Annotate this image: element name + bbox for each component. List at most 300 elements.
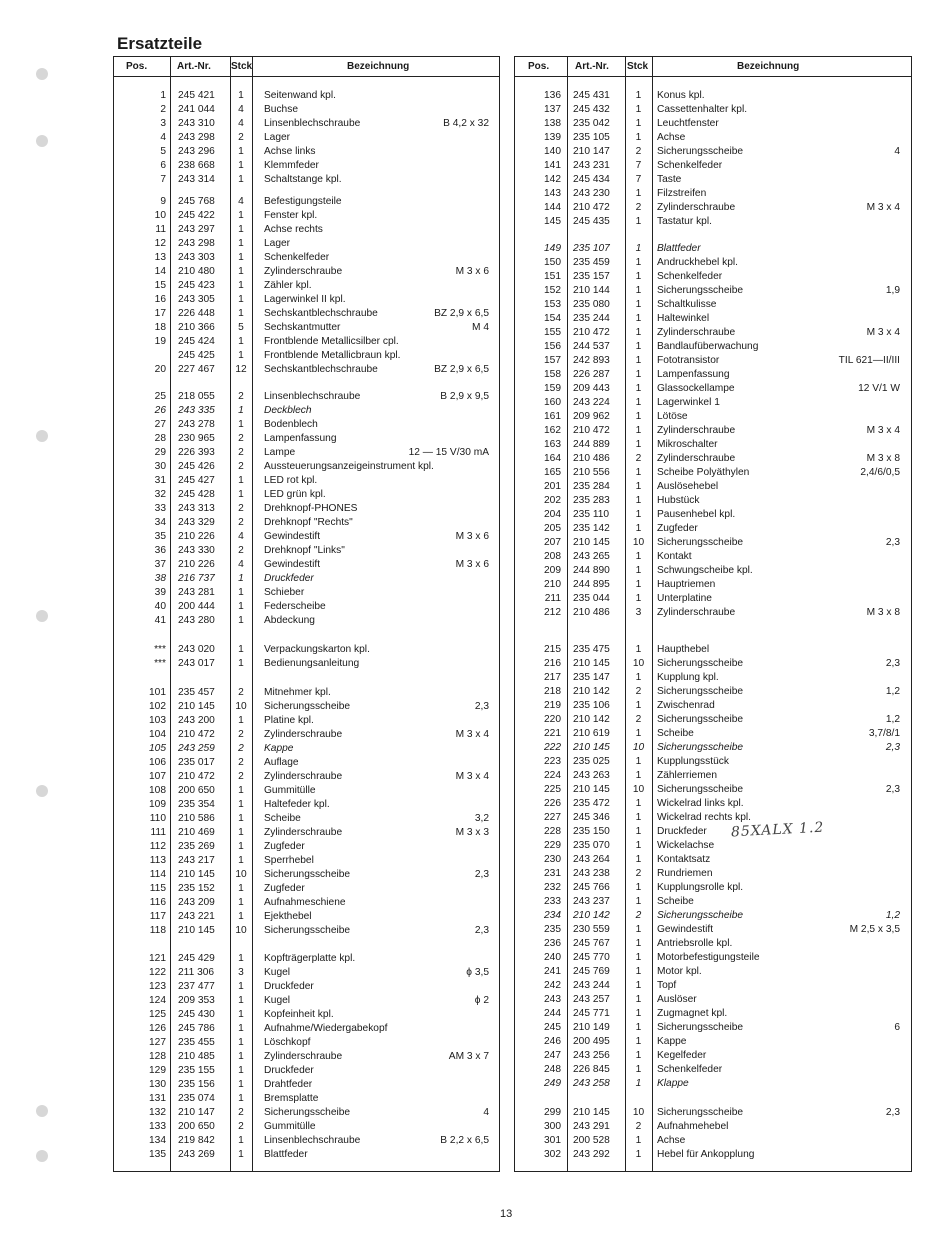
row-bezeichnung: Zylinderschraube bbox=[264, 729, 343, 740]
table-row bbox=[515, 424, 911, 438]
row-stck: 1 bbox=[635, 383, 642, 394]
header-stck: Stck bbox=[627, 61, 649, 72]
table-row bbox=[114, 1008, 499, 1022]
table-row bbox=[114, 173, 499, 187]
row-spec: M 3 x 6 bbox=[455, 531, 489, 542]
row-stck: 2 bbox=[635, 910, 642, 921]
row-bezeichnung: Haupthebel bbox=[657, 644, 710, 655]
row-pos: 163 bbox=[544, 439, 561, 450]
row-bezeichnung: Befestigungsteile bbox=[264, 196, 342, 207]
row-stck: 1 bbox=[635, 439, 642, 450]
row-stck: 1 bbox=[238, 799, 244, 810]
row-stck: 1 bbox=[635, 966, 642, 977]
table-row bbox=[515, 340, 911, 354]
row-art-nr: 243 265 bbox=[573, 551, 610, 562]
row-stck: 12 bbox=[235, 364, 247, 375]
row-spec: M 3 x 4 bbox=[455, 771, 489, 782]
row-stck: 2 bbox=[635, 146, 642, 157]
row-pos: 201 bbox=[544, 481, 561, 492]
row-pos: 17 bbox=[154, 308, 166, 319]
row-spec: 4 bbox=[894, 146, 900, 157]
table-row bbox=[114, 1106, 499, 1120]
row-stck: 1 bbox=[238, 280, 244, 291]
table-row bbox=[114, 756, 499, 770]
row-bezeichnung: Lötöse bbox=[657, 411, 688, 422]
punch-hole bbox=[36, 610, 48, 622]
row-pos: 35 bbox=[154, 531, 166, 542]
row-pos: 140 bbox=[544, 146, 561, 157]
row-stck: 1 bbox=[635, 728, 642, 739]
row-pos: 228 bbox=[544, 826, 561, 837]
row-stck: 1 bbox=[238, 146, 244, 157]
row-spec: M 4 bbox=[472, 322, 489, 333]
row-art-nr: 245 423 bbox=[178, 280, 215, 291]
row-bezeichnung: Sicherungsscheibe bbox=[657, 146, 744, 157]
table-row bbox=[114, 614, 499, 628]
row-bezeichnung: Kappe bbox=[264, 743, 294, 754]
row-stck: 1 bbox=[238, 489, 244, 500]
row-pos: 301 bbox=[544, 1135, 561, 1146]
row-pos: 230 bbox=[544, 854, 561, 865]
row-bezeichnung: Lagerwinkel 1 bbox=[657, 397, 720, 408]
row-pos: 130 bbox=[149, 1079, 166, 1090]
table-row bbox=[515, 1148, 911, 1162]
row-stck: 3 bbox=[238, 967, 244, 978]
table-row bbox=[515, 592, 911, 606]
row-stck: 1 bbox=[635, 756, 642, 767]
row-bezeichnung: Zylinderschraube bbox=[657, 202, 736, 213]
table-row bbox=[515, 452, 911, 466]
row-art-nr: 243 296 bbox=[178, 146, 215, 157]
row-stck: 1 bbox=[238, 174, 244, 185]
table-row bbox=[114, 868, 499, 882]
row-stck: 1 bbox=[635, 509, 642, 520]
row-bezeichnung: Kopfträgerplatte kpl. bbox=[264, 953, 356, 964]
row-bezeichnung: Hebel für Ankopplung bbox=[657, 1149, 755, 1160]
table-row bbox=[515, 825, 911, 839]
row-pos: 15 bbox=[154, 280, 166, 291]
row-art-nr: 226 845 bbox=[573, 1064, 610, 1075]
row-art-nr: 243 258 bbox=[573, 1078, 610, 1089]
row-art-nr: 235 107 bbox=[573, 243, 610, 254]
row-pos: 216 bbox=[544, 658, 561, 669]
row-art-nr: 210 147 bbox=[573, 146, 610, 157]
parts-table-left bbox=[113, 56, 500, 1172]
table-row bbox=[114, 854, 499, 868]
row-stck: 1 bbox=[238, 573, 244, 584]
table-row bbox=[515, 965, 911, 979]
row-art-nr: 245 768 bbox=[178, 196, 215, 207]
punch-hole bbox=[36, 430, 48, 442]
row-art-nr: 245 432 bbox=[573, 104, 610, 115]
table-row bbox=[515, 1134, 911, 1148]
row-spec: 2,3 bbox=[474, 869, 489, 880]
row-pos: 131 bbox=[149, 1093, 166, 1104]
row-bezeichnung: Achse bbox=[657, 132, 686, 143]
row-stck: 2 bbox=[635, 1121, 642, 1132]
table-row bbox=[515, 270, 911, 284]
row-pos: 210 bbox=[544, 579, 561, 590]
punch-hole bbox=[36, 68, 48, 80]
row-art-nr: 238 668 bbox=[178, 160, 215, 171]
row-stck: 2 bbox=[238, 503, 244, 514]
row-stck: 1 bbox=[635, 188, 642, 199]
row-pos: 207 bbox=[544, 537, 561, 548]
header-stck: Stck bbox=[231, 61, 253, 72]
row-pos: 143 bbox=[544, 188, 561, 199]
row-bezeichnung: LED rot kpl. bbox=[264, 475, 318, 486]
row-art-nr: 226 287 bbox=[573, 369, 610, 380]
row-stck: 1 bbox=[635, 1036, 642, 1047]
table-row bbox=[515, 173, 911, 187]
row-bezeichnung: Gewindestift bbox=[264, 559, 321, 570]
row-art-nr: 235 354 bbox=[178, 799, 215, 810]
table-row bbox=[114, 103, 499, 117]
row-art-nr: 245 429 bbox=[178, 953, 215, 964]
row-stck: 1 bbox=[238, 1037, 244, 1048]
row-art-nr: 210 366 bbox=[178, 322, 215, 333]
table-header bbox=[114, 57, 499, 77]
row-art-nr: 244 537 bbox=[573, 341, 610, 352]
row-stck: 1 bbox=[635, 341, 642, 352]
row-stck: 1 bbox=[238, 1023, 244, 1034]
row-pos: 113 bbox=[149, 855, 166, 866]
row-stck: 2 bbox=[238, 461, 244, 472]
row-stck: 2 bbox=[238, 517, 244, 528]
row-pos: 212 bbox=[544, 607, 561, 618]
row-art-nr: 245 771 bbox=[573, 1008, 610, 1019]
table-row bbox=[515, 354, 911, 368]
row-pos: 106 bbox=[149, 757, 166, 768]
table-row bbox=[114, 558, 499, 572]
row-pos: 29 bbox=[154, 447, 166, 458]
row-bezeichnung: Kegelfeder bbox=[657, 1050, 707, 1061]
row-stck: 1 bbox=[635, 1008, 642, 1019]
row-art-nr: 210 472 bbox=[573, 425, 610, 436]
row-stck: 1 bbox=[635, 770, 642, 781]
row-pos: 248 bbox=[544, 1064, 561, 1075]
row-pos: 104 bbox=[149, 729, 166, 740]
table-row bbox=[114, 131, 499, 145]
row-art-nr: 243 329 bbox=[178, 517, 215, 528]
row-pos: 27 bbox=[154, 419, 166, 430]
row-bezeichnung: Fenster kpl. bbox=[264, 210, 318, 221]
row-stck: 1 bbox=[635, 1135, 642, 1146]
row-bezeichnung: Sicherungsscheibe bbox=[264, 701, 351, 712]
row-art-nr: 235 025 bbox=[573, 756, 610, 767]
row-bezeichnung: Sechskantmutter bbox=[264, 322, 341, 333]
row-art-nr: 219 842 bbox=[178, 1135, 215, 1146]
table-row bbox=[114, 1134, 499, 1148]
row-bezeichnung: Topf bbox=[657, 980, 677, 991]
row-bezeichnung: Sicherungsscheibe bbox=[264, 869, 351, 880]
table-row bbox=[114, 910, 499, 924]
row-art-nr: 210 145 bbox=[178, 869, 215, 880]
row-bezeichnung: Schaltkulisse bbox=[657, 299, 717, 310]
table-row bbox=[515, 979, 911, 993]
row-pos: 114 bbox=[149, 869, 166, 880]
row-pos: 220 bbox=[544, 714, 561, 725]
row-pos: 38 bbox=[154, 573, 166, 584]
row-stck: 1 bbox=[238, 1093, 244, 1104]
row-art-nr: 200 528 bbox=[573, 1135, 610, 1146]
row-bezeichnung: Achse bbox=[657, 1135, 686, 1146]
row-art-nr: 243 305 bbox=[178, 294, 215, 305]
row-art-nr: 235 070 bbox=[573, 840, 610, 851]
row-art-nr: 245 766 bbox=[573, 882, 610, 893]
row-stck: 1 bbox=[238, 1009, 244, 1020]
row-art-nr: 210 142 bbox=[573, 686, 610, 697]
row-art-nr: 243 281 bbox=[178, 587, 215, 598]
row-spec: 1,9 bbox=[885, 285, 900, 296]
row-bezeichnung: Zylinderschraube bbox=[657, 453, 736, 464]
table-row bbox=[114, 840, 499, 854]
row-bezeichnung: Kugel bbox=[264, 995, 291, 1006]
row-pos: 158 bbox=[544, 369, 561, 380]
table-row bbox=[515, 1120, 911, 1134]
table-row bbox=[114, 307, 499, 321]
row-stck: 1 bbox=[635, 523, 642, 534]
table-row bbox=[515, 741, 911, 755]
row-spec: 6 bbox=[894, 1022, 900, 1033]
row-art-nr: 210 556 bbox=[573, 467, 610, 478]
row-bezeichnung: Kappe bbox=[657, 1036, 687, 1047]
row-stck: 1 bbox=[238, 294, 244, 305]
row-pos: 116 bbox=[149, 897, 166, 908]
row-art-nr: 237 477 bbox=[178, 981, 215, 992]
row-pos: 11 bbox=[155, 224, 166, 235]
table-row bbox=[114, 826, 499, 840]
table-row bbox=[114, 446, 499, 460]
row-art-nr: 226 393 bbox=[178, 447, 215, 458]
row-pos: 152 bbox=[544, 285, 561, 296]
row-pos: 138 bbox=[544, 118, 561, 129]
punch-hole bbox=[36, 1105, 48, 1117]
row-bezeichnung: Sicherungsscheibe bbox=[264, 925, 351, 936]
row-bezeichnung: Druckfeder bbox=[264, 1065, 314, 1076]
table-row bbox=[114, 460, 499, 474]
table-row bbox=[114, 544, 499, 558]
row-art-nr: 210 145 bbox=[573, 537, 610, 548]
table-row bbox=[515, 769, 911, 783]
row-pos: 3 bbox=[160, 118, 166, 129]
row-art-nr: 243 230 bbox=[573, 188, 610, 199]
row-art-nr: 235 157 bbox=[573, 271, 610, 282]
row-art-nr: 235 042 bbox=[573, 118, 610, 129]
row-bezeichnung: Pausenhebel kpl. bbox=[657, 509, 736, 520]
row-stck: 1 bbox=[635, 952, 642, 963]
row-art-nr: 245 767 bbox=[573, 938, 610, 949]
table-row bbox=[515, 242, 911, 256]
row-stck: 1 bbox=[238, 841, 244, 852]
row-bezeichnung: Haltefeder kpl. bbox=[264, 799, 330, 810]
row-bezeichnung: Wickelrad links kpl. bbox=[657, 798, 744, 809]
table-row bbox=[515, 643, 911, 657]
row-bezeichnung: Scheibe bbox=[657, 728, 694, 739]
row-bezeichnung: Lager bbox=[264, 132, 291, 143]
row-bezeichnung: Klemmfeder bbox=[264, 160, 319, 171]
row-pos: 202 bbox=[544, 495, 561, 506]
table-row bbox=[515, 312, 911, 326]
table-row bbox=[515, 755, 911, 769]
row-art-nr: 243 297 bbox=[178, 224, 215, 235]
row-stck: 1 bbox=[635, 299, 642, 310]
row-pos: 234 bbox=[544, 910, 561, 921]
row-pos: 122 bbox=[149, 967, 166, 978]
row-pos: 129 bbox=[149, 1065, 166, 1076]
row-stck: 2 bbox=[238, 757, 244, 768]
row-bezeichnung: Kupplungsrolle kpl. bbox=[657, 882, 744, 893]
row-pos: 125 bbox=[149, 1009, 166, 1020]
row-art-nr: 210 149 bbox=[573, 1022, 610, 1033]
row-pos: 28 bbox=[154, 433, 166, 444]
row-spec: M 3 x 6 bbox=[455, 559, 489, 570]
row-spec: 2,3 bbox=[885, 1107, 900, 1118]
row-stck: 1 bbox=[635, 481, 642, 492]
row-art-nr: 235 455 bbox=[178, 1037, 215, 1048]
row-bezeichnung: Linsenblechschraube bbox=[264, 1135, 361, 1146]
row-stck: 1 bbox=[635, 994, 642, 1005]
row-bezeichnung: Linsenblechschraube bbox=[264, 118, 361, 129]
row-bezeichnung: Löschkopf bbox=[264, 1037, 311, 1048]
header-art: Art.-Nr. bbox=[575, 61, 609, 72]
table-row bbox=[114, 530, 499, 544]
row-pos: 151 bbox=[544, 271, 561, 282]
row-stck: 1 bbox=[238, 252, 244, 263]
table-row bbox=[515, 909, 911, 923]
row-bezeichnung: Zylinderschraube bbox=[264, 827, 343, 838]
table-row bbox=[114, 223, 499, 237]
row-art-nr: 235 080 bbox=[573, 299, 610, 310]
row-art-nr: 210 619 bbox=[573, 728, 610, 739]
table-row bbox=[515, 410, 911, 424]
table-row bbox=[114, 237, 499, 251]
row-spec: 2,4/6/0,5 bbox=[860, 467, 900, 478]
row-pos: 219 bbox=[544, 700, 561, 711]
row-bezeichnung: Drehknopf "Rechts" bbox=[264, 517, 353, 528]
row-pos: 235 bbox=[544, 924, 561, 935]
row-bezeichnung: Cassettenhalter kpl. bbox=[657, 104, 748, 115]
row-bezeichnung: Sicherungsscheibe bbox=[657, 910, 744, 921]
row-pos: 117 bbox=[149, 911, 166, 922]
row-pos: 118 bbox=[149, 925, 166, 936]
row-art-nr: 245 427 bbox=[178, 475, 215, 486]
row-art-nr: 210 472 bbox=[573, 202, 610, 213]
row-pos: 141 bbox=[544, 160, 561, 171]
row-art-nr: 235 106 bbox=[573, 700, 610, 711]
table-header bbox=[515, 57, 911, 77]
row-stck: 1 bbox=[238, 1135, 244, 1146]
table-row bbox=[114, 1022, 499, 1036]
row-art-nr: 243 224 bbox=[573, 397, 610, 408]
table-row bbox=[114, 145, 499, 159]
table-row bbox=[515, 145, 911, 159]
table-row bbox=[114, 159, 499, 173]
table-row bbox=[114, 742, 499, 756]
row-art-nr: 200 444 bbox=[178, 601, 215, 612]
row-stck: 1 bbox=[238, 1149, 244, 1160]
table-row bbox=[114, 1148, 499, 1162]
row-stck: 1 bbox=[635, 1078, 642, 1089]
row-pos: 149 bbox=[544, 243, 561, 254]
table-row bbox=[515, 578, 911, 592]
row-bezeichnung: LED grün kpl. bbox=[264, 489, 326, 500]
row-bezeichnung: Kontakt bbox=[657, 551, 692, 562]
row-pos: 20 bbox=[154, 364, 166, 375]
row-bezeichnung: Fototransistor bbox=[657, 355, 720, 366]
row-art-nr: 244 889 bbox=[573, 439, 610, 450]
table-row bbox=[515, 564, 911, 578]
row-stck: 1 bbox=[635, 896, 642, 907]
row-pos: 154 bbox=[544, 313, 561, 324]
row-spec: 3,2 bbox=[474, 813, 489, 824]
row-pos: 103 bbox=[149, 715, 166, 726]
row-bezeichnung: Rundriemen bbox=[657, 868, 713, 879]
row-stck: 1 bbox=[238, 658, 244, 669]
row-stck: 1 bbox=[238, 475, 244, 486]
row-pos: 19 bbox=[154, 336, 166, 347]
row-pos: 247 bbox=[544, 1050, 561, 1061]
row-pos: 9 bbox=[160, 196, 166, 207]
row-art-nr: 227 467 bbox=[178, 364, 215, 375]
row-art-nr: 243 330 bbox=[178, 545, 215, 556]
row-pos: 217 bbox=[544, 672, 561, 683]
row-bezeichnung: Druckfeder bbox=[264, 573, 314, 584]
row-spec: 4 bbox=[483, 1107, 489, 1118]
row-bezeichnung: Zugmagnet kpl. bbox=[657, 1008, 728, 1019]
row-pos: 211 bbox=[544, 593, 561, 604]
row-spec: M 3 x 8 bbox=[866, 453, 900, 464]
row-spec: TIL 621—II/III bbox=[838, 355, 900, 366]
row-pos: 132 bbox=[149, 1107, 166, 1118]
table-row bbox=[515, 508, 911, 522]
row-pos: 153 bbox=[544, 299, 561, 310]
row-spec: M 3 x 4 bbox=[866, 425, 900, 436]
row-pos: 142 bbox=[544, 174, 561, 185]
row-art-nr: 243 313 bbox=[178, 503, 215, 514]
row-spec: 1,2 bbox=[885, 910, 900, 921]
row-pos: 233 bbox=[544, 896, 561, 907]
table-row bbox=[114, 1092, 499, 1106]
row-stck: 4 bbox=[238, 196, 244, 207]
row-bezeichnung: Drahtfeder bbox=[264, 1079, 313, 1090]
row-bezeichnung: Wickelachse bbox=[657, 840, 715, 851]
row-pos: 124 bbox=[149, 995, 166, 1006]
row-art-nr: 210 142 bbox=[573, 714, 610, 725]
row-pos: 205 bbox=[544, 523, 561, 534]
row-pos: 223 bbox=[544, 756, 561, 767]
row-bezeichnung: Auflage bbox=[264, 757, 299, 768]
row-bezeichnung: Kupplung kpl. bbox=[657, 672, 719, 683]
table-row bbox=[515, 382, 911, 396]
table-row bbox=[515, 368, 911, 382]
table-row bbox=[515, 713, 911, 727]
row-bezeichnung: Mitnehmer kpl. bbox=[264, 687, 331, 698]
table-row bbox=[114, 714, 499, 728]
row-pos: 115 bbox=[149, 883, 166, 894]
row-spec: 2,3 bbox=[885, 742, 900, 753]
row-bezeichnung: Lager bbox=[264, 238, 291, 249]
row-spec: ϕ 2 bbox=[474, 995, 489, 1006]
row-stck: 1 bbox=[238, 1079, 244, 1090]
row-stck: 1 bbox=[238, 1051, 244, 1062]
row-pos: 245 bbox=[544, 1022, 561, 1033]
row-stck: 1 bbox=[238, 615, 244, 626]
row-pos: 137 bbox=[544, 104, 561, 115]
row-stck: 2 bbox=[238, 545, 244, 556]
row-stck: 1 bbox=[635, 812, 642, 823]
row-pos: 161 bbox=[544, 411, 561, 422]
